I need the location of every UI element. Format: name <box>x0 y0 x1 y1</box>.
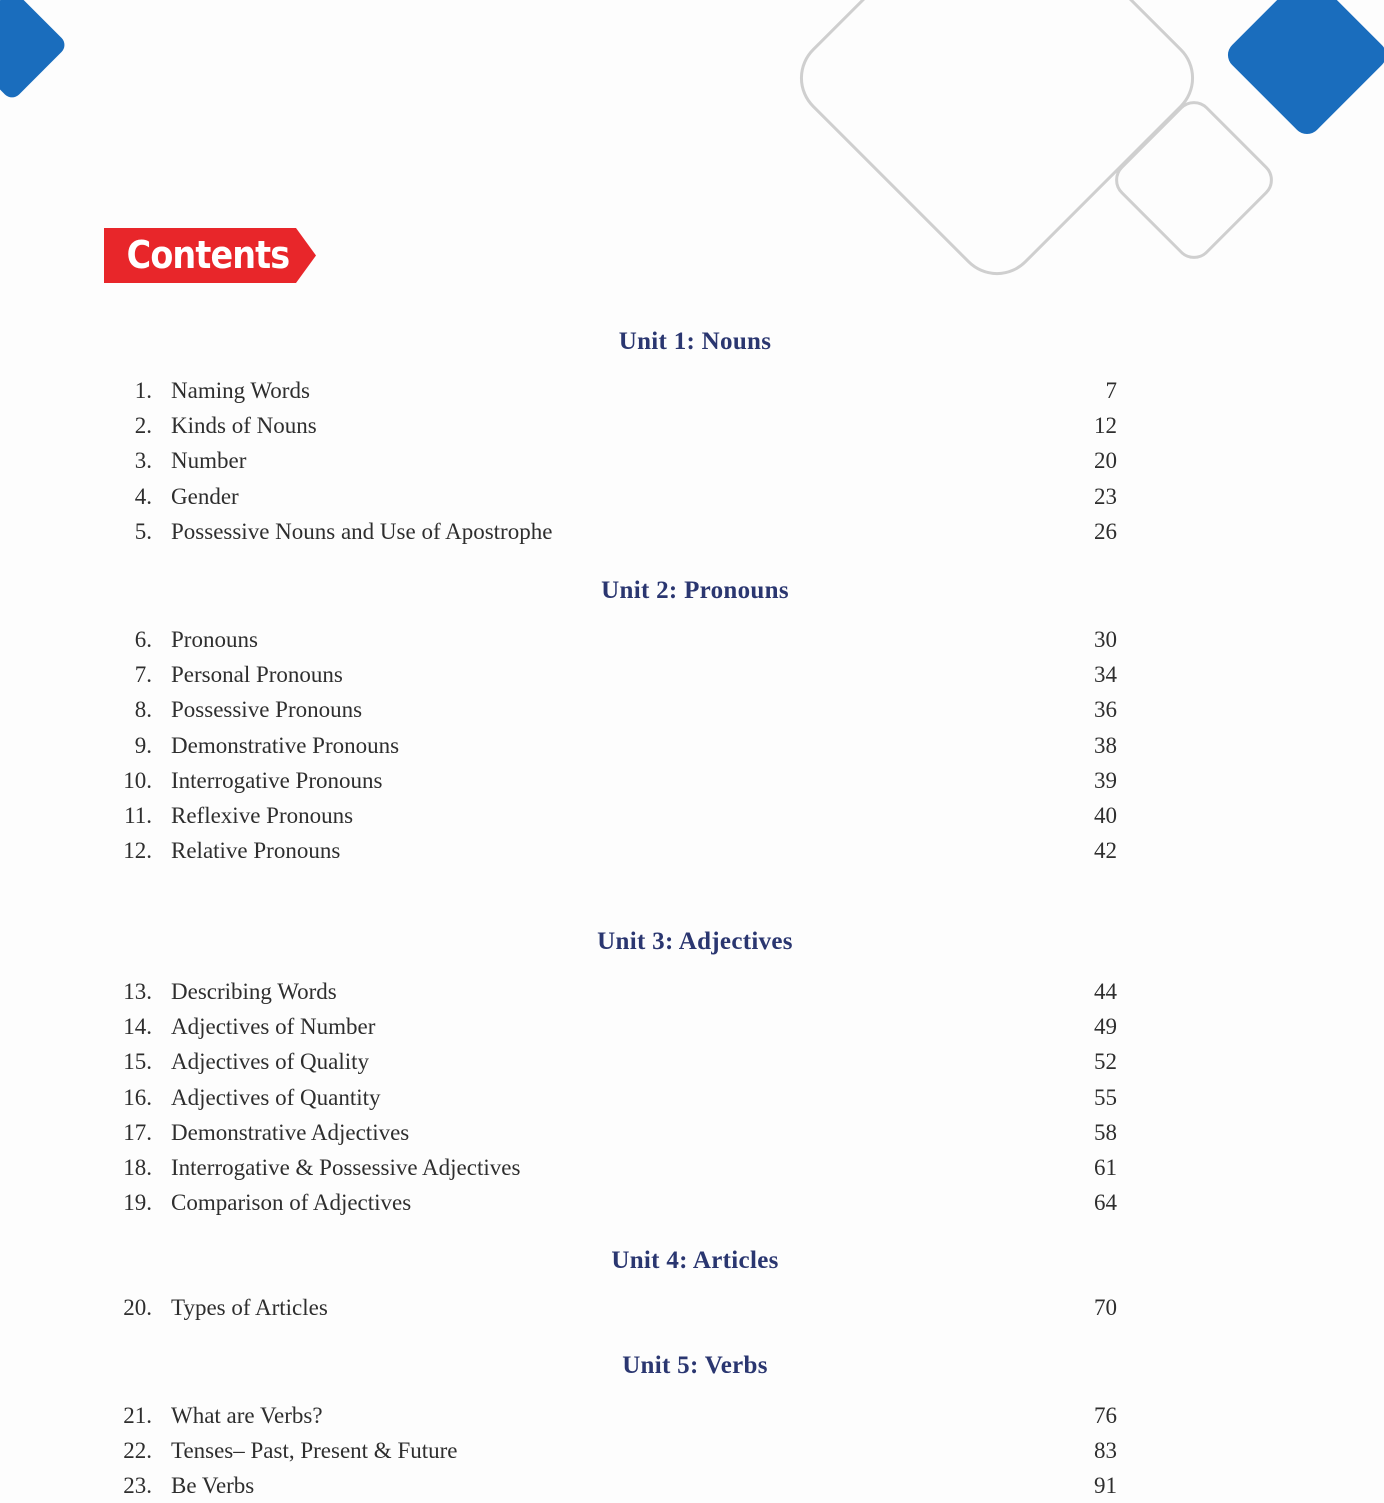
toc-entry[interactable] <box>0 1433 1384 1468</box>
toc-entry[interactable] <box>0 1044 1384 1079</box>
entry-title: Possessive Nouns and Use of Apostrophe <box>171 519 553 544</box>
toc-entry[interactable] <box>0 1080 1384 1115</box>
entry-page-number: 91 <box>1094 1473 1117 1498</box>
entry-number: 21. <box>123 1403 152 1428</box>
entry-page-number: 26 <box>1094 519 1117 544</box>
entry-page-number: 83 <box>1094 1438 1117 1463</box>
right-blue-diamond <box>1222 0 1384 140</box>
toc-entry[interactable] <box>0 1185 1384 1220</box>
entry-number: 1. <box>134 378 152 403</box>
entry-page-number: 44 <box>1094 979 1117 1004</box>
entry-page-number: 12 <box>1094 413 1117 438</box>
entry-page-number: 30 <box>1094 627 1117 652</box>
left-blue-diamond <box>0 0 69 102</box>
entry-number: 6. <box>134 627 152 652</box>
entry-page-number: 36 <box>1094 697 1117 722</box>
contents-title: Contents <box>126 233 290 277</box>
entry-page-number: 38 <box>1094 733 1117 758</box>
entry-number: 5. <box>134 519 152 544</box>
unit-heading: Unit 3: Adjectives <box>597 928 793 955</box>
entry-number: 12. <box>123 838 152 863</box>
entry-title: Relative Pronouns <box>171 838 341 863</box>
entry-number: 2. <box>134 413 152 438</box>
entry-page-number: 7 <box>1105 378 1117 403</box>
entry-page-number: 58 <box>1094 1120 1117 1145</box>
entry-number: 11. <box>124 803 152 828</box>
entry-number: 19. <box>123 1190 152 1215</box>
unit-heading: Unit 5: Verbs <box>622 1352 768 1379</box>
entry-title: Number <box>171 448 247 473</box>
entry-number: 4. <box>134 484 152 509</box>
unit-heading: Unit 1: Nouns <box>618 328 772 355</box>
entry-title: Describing Words <box>171 979 337 1004</box>
entry-page-number: 40 <box>1094 803 1117 828</box>
entry-number: 14. <box>123 1014 152 1039</box>
entry-page-number: 39 <box>1094 768 1117 793</box>
entry-page-number: 34 <box>1094 662 1117 687</box>
entry-title: Interrogative & Possessive Adjectives <box>171 1155 521 1180</box>
entry-number: 10. <box>123 768 152 793</box>
toc-entry[interactable] <box>0 692 1384 727</box>
entry-title: Adjectives of Quality <box>171 1049 370 1074</box>
toc-entry[interactable] <box>0 974 1384 1009</box>
unit-heading: Unit 2: Pronouns <box>601 577 789 604</box>
toc-entry[interactable] <box>0 1468 1384 1503</box>
entry-number: 15. <box>123 1049 152 1074</box>
small-outline-diamond <box>1109 95 1279 265</box>
toc-entry[interactable] <box>0 1150 1384 1185</box>
toc-entry[interactable] <box>0 798 1384 833</box>
entry-number: 16. <box>123 1085 152 1110</box>
toc-entry[interactable] <box>0 763 1384 798</box>
toc-entry[interactable] <box>0 622 1384 657</box>
entry-title: Naming Words <box>171 378 310 403</box>
toc-entry[interactable] <box>0 1009 1384 1044</box>
contents-badge <box>104 228 316 283</box>
entry-title: Gender <box>171 484 239 509</box>
entry-title: Comparison of Adjectives <box>171 1190 412 1215</box>
entry-page-number: 23 <box>1094 484 1117 509</box>
entry-title: Demonstrative Adjectives <box>171 1120 410 1145</box>
entry-title: What are Verbs? <box>171 1403 323 1428</box>
entry-title: Types of Articles <box>171 1295 328 1320</box>
entry-page-number: 49 <box>1094 1014 1117 1039</box>
toc-entry[interactable] <box>0 408 1384 443</box>
toc-entry[interactable] <box>0 1290 1384 1325</box>
entry-title: Adjectives of Number <box>171 1014 376 1039</box>
toc-entry[interactable] <box>0 443 1384 478</box>
entry-page-number: 55 <box>1094 1085 1117 1110</box>
entry-title: Reflexive Pronouns <box>171 803 354 828</box>
entry-title: Pronouns <box>171 627 258 652</box>
entry-number: 8. <box>134 697 152 722</box>
entry-title: Tenses– Past, Present & Future <box>171 1438 458 1463</box>
entry-title: Adjectives of Quantity <box>171 1085 381 1110</box>
entry-number: 3. <box>134 448 152 473</box>
toc-entry[interactable] <box>0 1398 1384 1433</box>
entry-page-number: 64 <box>1094 1190 1117 1215</box>
toc-entry[interactable] <box>0 833 1384 868</box>
entry-title: Personal Pronouns <box>171 662 343 687</box>
entry-number: 23. <box>123 1473 152 1498</box>
entry-number: 20. <box>123 1295 152 1320</box>
toc-entry[interactable] <box>0 728 1384 763</box>
entry-number: 18. <box>123 1155 152 1180</box>
toc-entry[interactable] <box>0 657 1384 692</box>
entry-number: 17. <box>123 1120 152 1145</box>
entry-number: 9. <box>134 733 152 758</box>
entry-title: Be Verbs <box>171 1473 255 1498</box>
toc-entry[interactable] <box>0 514 1384 549</box>
entry-number: 13. <box>123 979 152 1004</box>
toc-entry[interactable] <box>0 479 1384 514</box>
entry-number: 7. <box>134 662 152 687</box>
entry-title: Kinds of Nouns <box>171 413 317 438</box>
entry-page-number: 52 <box>1094 1049 1117 1074</box>
entry-page-number: 20 <box>1094 448 1117 473</box>
unit-heading: Unit 4: Articles <box>611 1247 779 1274</box>
entry-page-number: 70 <box>1094 1295 1117 1320</box>
entry-page-number: 61 <box>1094 1155 1117 1180</box>
toc-entry[interactable] <box>0 373 1384 408</box>
entry-title: Interrogative Pronouns <box>171 768 383 793</box>
entry-title: Possessive Pronouns <box>171 697 363 722</box>
toc-entry[interactable] <box>0 1115 1384 1150</box>
entry-number: 22. <box>123 1438 152 1463</box>
entry-page-number: 76 <box>1094 1403 1117 1428</box>
entry-page-number: 42 <box>1094 838 1117 863</box>
entry-title: Demonstrative Pronouns <box>171 733 400 758</box>
